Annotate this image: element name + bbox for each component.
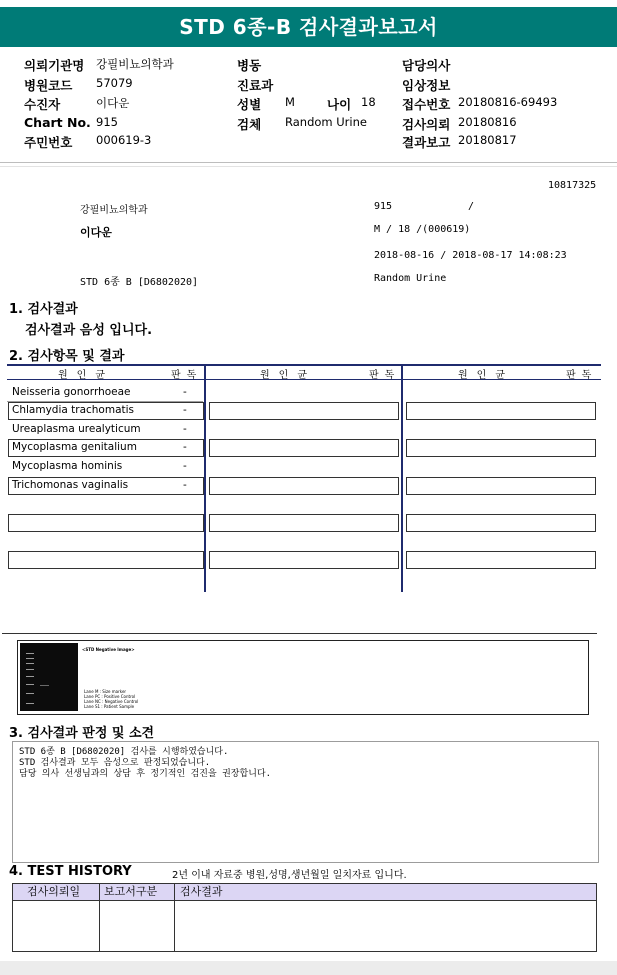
result-row-box [209,402,399,420]
section1-title: 1. 검사결과 [9,302,78,317]
specimen-value: Random Urine [285,115,367,129]
result-row-box [406,514,596,532]
history-col-divider [99,884,100,951]
print-dates: 2018-08-16 / 2018-08-17 14:08:23 [374,250,567,261]
header-row-request-date [402,115,517,133]
col-header-organism-1: 원인균 [58,370,114,381]
result-row-box [209,551,399,569]
hospital-label: 의뢰기관명 [24,58,85,73]
gel-legend-item: Lane PC : Positive Control [84,694,136,699]
col-header-result-3: 판독 [566,370,598,381]
print-code: 10817325 [548,180,597,191]
sex-label: 성별 [237,97,262,112]
history-header-bg [13,884,596,901]
receipt-no-value: 20180816-69493 [458,95,558,109]
test-item-result: - [183,423,187,435]
clinical-info-label: 임상정보 [402,78,451,93]
header-row-department [237,76,273,94]
header-row-chart [24,115,118,130]
history-col-request-date: 검사의뢰일 [27,885,81,898]
print-specimen: Random Urine [374,273,447,284]
print-sex-age: M / 18 /(000619) [374,224,471,235]
section4-title: 4. TEST HISTORY [9,864,132,879]
gel-legend-item: Lane M : Size marker [84,689,127,694]
history-col-result: 검사결과 [180,885,223,898]
department-label: 진료과 [237,78,274,93]
result-row-box [406,477,596,495]
test-item-name: Trichomonas vaginalis [12,479,129,491]
hospital-value: 강필비뇨의학과 [96,57,174,71]
header-row-report-date [402,133,517,151]
patient-label: 수진자 [24,97,61,112]
result-row-box [8,551,204,569]
result-row-box [209,439,399,457]
col-header-result-2: 판독 [369,370,401,381]
header-row-ward [237,56,261,74]
header-divider [0,162,617,163]
header-row-hospital-code [24,76,133,94]
age-label: 나이 [327,97,352,112]
result-row-box [8,514,204,532]
test-item-result: - [183,441,187,453]
section2-title: 2. 검사항목 및 결과 [9,349,125,364]
report-title: STD 6종-B 검사결과보고서 [0,7,617,47]
receipt-no-label: 접수번호 [402,97,451,112]
test-item-name: Chlamydia trachomatis [12,404,135,416]
report-date-value: 20180817 [458,133,517,147]
comment-line: STD 검사결과 모두 음성으로 판정되었습니다. [19,758,211,768]
col-header-result-1: 판독 [171,370,203,381]
gel-image-panel [17,640,589,715]
doctor-label: 담당의사 [402,58,451,73]
test-item-result: - [183,479,187,491]
gel-legend-item: Lane NC : Negative Control [84,699,139,704]
sex-value: M [285,95,295,109]
history-col-report-type: 보고서구분 [104,885,158,898]
table-col-divider-2 [401,364,403,592]
hospital-code-value: 57079 [96,76,133,90]
header-row-sex [237,95,376,113]
result-row-box [209,477,399,495]
header-row-patient [24,95,130,113]
result-row-box [406,439,596,457]
result-row-box [406,551,596,569]
test-item-result: - [183,404,187,416]
result-row-box [406,402,596,420]
header-row-rrn [24,133,152,151]
header-divider-shadow [0,166,617,167]
rrn-label: 주민번호 [24,135,73,150]
col-header-organism-3: 원인균 [458,370,514,381]
page-bottom-bar [0,961,617,975]
section1-text: 검사결과 음성 입니다. [25,323,153,338]
request-date-value: 20180816 [458,115,517,129]
hospital-code-label: 병원코드 [24,78,73,93]
test-item-name: Neisseria gonorrhoeae [12,386,131,398]
patient-value: 이다운 [96,96,130,110]
print-chart: 915 [374,201,393,212]
gel-image-caption: <STD Negative Image> [82,647,135,652]
chart-no-value: 915 [96,115,118,129]
print-test: STD 6종 B [D6802020] [80,277,199,288]
col-header-organism-2: 원인균 [260,370,316,381]
header-row-hospital [24,56,174,74]
test-item-name: Mycoplasma genitalium [12,441,137,453]
request-date-label: 검사의뢰 [402,117,451,132]
print-patient: 이다운 [80,226,112,239]
image-divider [2,633,597,634]
comment-line: 담당 의사 선생님과의 상담 후 정기적인 검진을 권장합니다. [19,769,272,779]
table-col-divider-1 [204,364,206,592]
gel-image [20,643,78,711]
report-date-label: 결과보고 [402,135,451,150]
comment-line: STD 6종 B [D6802020] 검사를 시행하였습니다. [19,747,229,757]
header-row-clinical-info [402,76,450,94]
specimen-label: 검체 [237,117,262,132]
header-row-doctor [402,56,450,74]
history-col-divider [174,884,175,951]
print-hospital: 강필비뇨의학과 [80,205,148,216]
test-item-name: Mycoplasma hominis [12,460,123,472]
test-item-result: - [183,460,187,472]
test-item-result: - [183,386,187,398]
print-slash: / [468,201,475,212]
test-item-name: Ureaplasma urealyticum [12,423,141,435]
section4-note: 2년 이내 자료중 병원,성명,생년월일 일치자료 입니다. [172,870,407,881]
chart-no-label: Chart No. [24,115,91,130]
comment-box [12,741,599,863]
rrn-value: 000619-3 [96,133,152,147]
ward-label: 병동 [237,58,262,73]
header-row-specimen [237,115,367,133]
history-table [12,883,597,952]
result-row-box [209,514,399,532]
gel-legend-item: Lane S1 : Patient Sample [84,704,135,709]
header-row-receipt-no [402,95,558,113]
age-value: 18 [361,95,376,109]
section3-title: 3. 검사결과 판정 및 소견 [9,726,155,741]
